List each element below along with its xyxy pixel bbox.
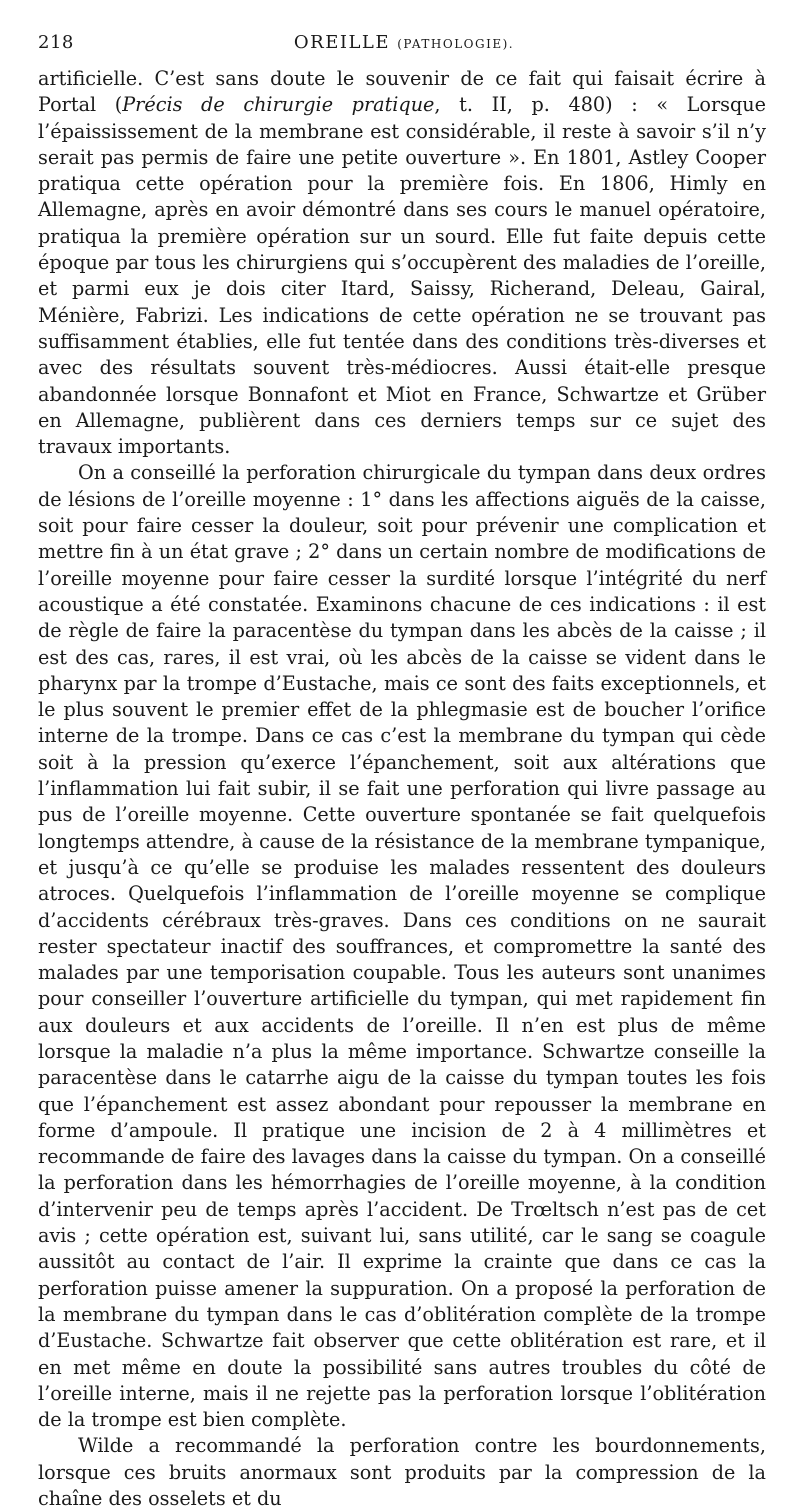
- paragraph-text-after-italic: , t. II, p. 480) : « Lorsque l’épaississement de la membrane est considérable, il reste à savoir s’il n’y serait pas permis de faire une petite ouverture ». En 1801, Astley Cooper pratiqua cette opération pour la première fois. En 1806, Himly en Allemagne, après en avoir démontré dans ses cours le manuel opératoire, pratiqua la première opération sur un sourd. Elle fut faite depuis cette époque par tous les chirurgiens qui s’occupèrent des maladies de l’oreille, et parmi eux je dois citer Itard, Saissy, Richerand, Deleau, Gairal, Ménière, Fabrizi. Les indications de cette opération ne se trouvant pas suffisamment établies, elle fut tentée dans des conditions très-diverses et avec des résultats souvent très-médiocres. Aussi était-elle presque abandonnée lorsque Bonnafont et Miot en France, Schwartze et Grüber en Allemagne, publièrent dans ces derniers temps sur ce sujet des travaux importants.: [38, 93, 766, 459]
- paragraph-wilde: Wilde a recommandé la perforation contre les bourdonnements, lorsque ces bruits anormaux sont produits par la compression de la chaîne des osselets et du: [38, 1434, 766, 1511]
- page-number: 218: [38, 32, 74, 53]
- running-head: [38, 32, 770, 55]
- paragraph-text-before-italic: artificielle. C’est sans doute le souvenir de ce fait qui faisait écrire à Portal (: [38, 67, 766, 117]
- page-header: [38, 32, 770, 54]
- book-title-italic: Précis de chirurgie pratique: [122, 93, 435, 117]
- body-text: [38, 66, 766, 1512]
- running-head-subtitle: (PATHOLOGIE).: [397, 37, 515, 51]
- paragraph-continued: [38, 66, 766, 460]
- paragraph-indications: On a conseillé la perforation chirurgicale du tympan dans deux ordres de lésions de l’oreille moyenne : 1° dans les affections aiguës de la caisse, soit pour faire cesser la douleur, soit pour prévenir une complication et mettre fin à un état grave ; 2° dans un certain nombre de modifications de l’oreille moyenne pour faire cesser la surdité lorsque l’intégrité du nerf acoustique a été constatée. Examinons chacune de ces indications : il est de règle de faire la paracentèse du tympan dans les abcès de la caisse ; il est des cas, rares, il est vrai, où les abcès de la caisse se vident dans le pharynx par la trompe d’Eustache, mais ce sont des faits exceptionnels, et le plus souvent le premier effet de la phlegmasie est de boucher l’orifice interne de la trompe. Dans ce cas c’est la membrane du tympan qui cède soit à la pression qu’exerce l’épanchement, soit aux altérations que l’inflammation lui fait subir, il se fait une perforation qui livre passage au pus de l’oreille moyenne. Cette ouverture spontanée se fait quelquefois longtemps attendre, à cause de la résistance de la membrane tympanique, et jusqu’à ce qu’elle se produise les malades ressentent des douleurs atroces. Quelquefois l’inflammation de l’oreille moyenne se complique d’accidents cérébraux très-graves. Dans ces conditions on ne saurait rester spectateur inactif des souffrances, et compromettre la santé des malades par une temporisation coupable. Tous les auteurs sont unanimes pour conseiller l’ouverture artificielle du tympan, qui met rapidement fin aux douleurs et aux accidents de l’oreille. Il n’en est plus de même lorsque la maladie n’a plus la même importance. Schwartze conseille la paracentèse dans le catarrhe aigu de la caisse du tympan toutes les fois que l’épanchement est assez abondant pour repousser la membrane en forme d’ampoule. Il pratique une incision de 2 à 4 millimètres et recommande de faire des lavages dans la caisse du tympan. On a conseillé la perforation dans les hémorrhagies de l’oreille moyenne, à la condition d’intervenir peu de temps après l’accident. De Trœltsch n’est pas de cet avis ; cette opération est, suivant lui, sans utilité, car le sang se coagule aussitôt au contact de l’air. Il exprime la crainte que dans ce cas la perforation puisse amener la suppuration. On a proposé la perforation de la membrane du tympan dans le cas d’oblitération complète de la trompe d’Eustache. Schwartze fait observer que cette oblitération est rare, et il en met même en doute la possibilité sans autres troubles du côté de l’oreille interne, mais il ne rejette pas la perforation lorsque l’oblitération de la trompe est bien complète.: [38, 461, 766, 1432]
- running-head-title: OREILLE: [293, 32, 390, 53]
